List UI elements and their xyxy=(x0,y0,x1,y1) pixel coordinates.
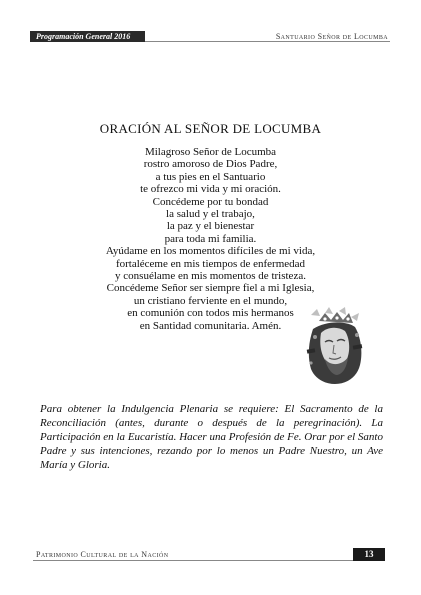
prayer-line: te ofrezco mi vida y mi oración. xyxy=(140,183,281,196)
prayer-line: y consuélame en mis momentos de tristeza. xyxy=(115,270,306,283)
prayer-line: fortaléceme en mis tiempos de enfermedad xyxy=(115,257,306,270)
crucifix-illustration xyxy=(303,307,365,385)
prayer-title: ORACIÓN AL SEÑOR DE LOCUMBA xyxy=(99,121,322,136)
prayer-line: Ayúdame en los momentos difíciles de mi vida, xyxy=(105,245,316,258)
footer-divider xyxy=(33,560,354,561)
prayer-line: Concédeme por tu bondad xyxy=(152,195,269,208)
prayer-line: rostro amoroso de Dios Padre, xyxy=(143,158,278,171)
prayer-line: un cristiano ferviente en el mundo, xyxy=(133,294,288,307)
prayer-line: en comunión con todos mis hermanos xyxy=(127,307,294,320)
prayer-line: en Santidad comunitaria. Amén. xyxy=(139,319,282,332)
prayer-line: a tus pies en el Santuario xyxy=(155,170,266,183)
footer-text: Patrimonio Cultural de la Nación xyxy=(36,550,169,559)
prayer-text xyxy=(0,146,421,332)
indulgence-note: Para obtener la Indulgencia Plenaria se requiere: El Sacramento de la Reconciliación (antes, durante o después de la peregrinación). La Participación en la Eucaristía. Hacer una Profesión de Fe. Orar por el Santo Padre y sus intenciones, rezando por lo menos un Padre Nuestro, un Ave María y Gloria. xyxy=(40,403,383,471)
prayer-line: Milagroso Señor de Locumba xyxy=(144,146,277,158)
prayer-line: la paz y el bienestar xyxy=(166,220,255,233)
prayer-line: la salud y el trabajo, xyxy=(166,208,255,221)
header-badge: Programación General 2016 xyxy=(30,31,145,42)
prayer-line: Concédeme Señor ser siempre fiel a mi Iglesia, xyxy=(106,282,315,295)
prayer-line: para toda mi familia. xyxy=(164,232,257,245)
header-title: Santuario Señor de Locumba xyxy=(275,32,388,41)
page-number: 13 xyxy=(353,548,385,561)
